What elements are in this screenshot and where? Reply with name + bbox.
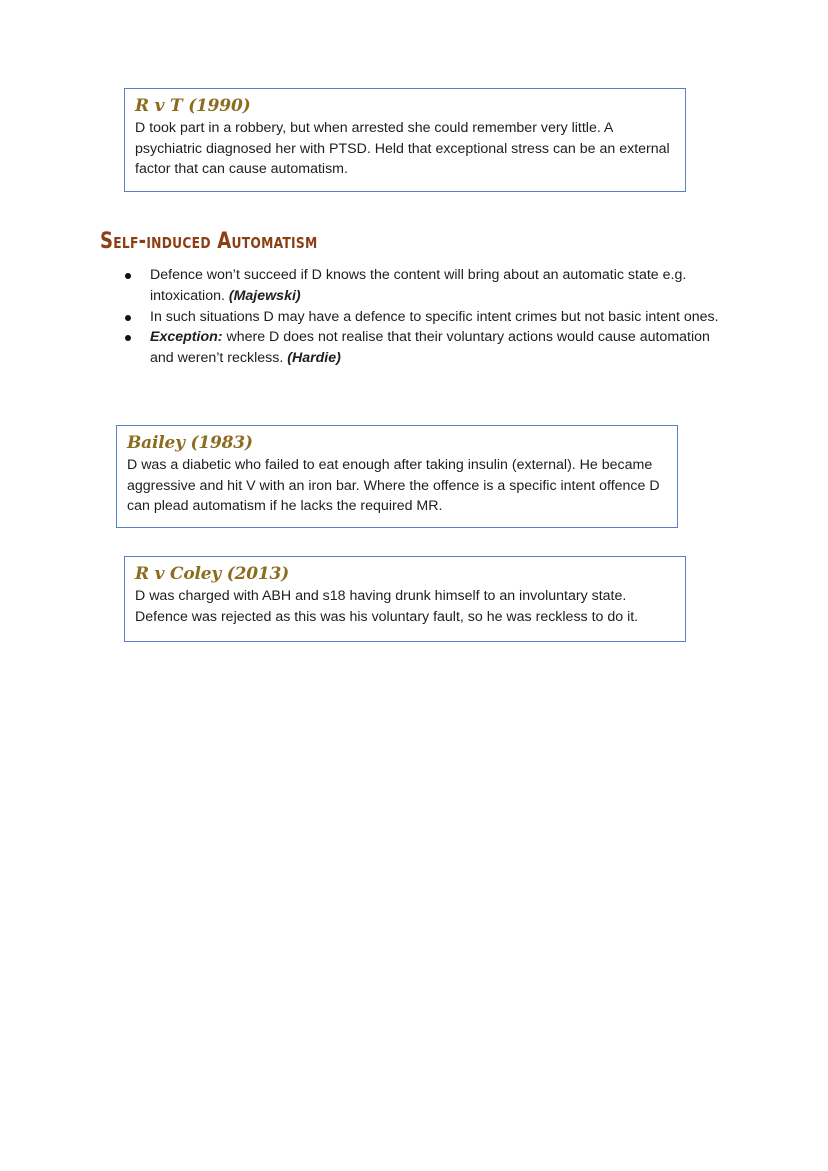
case-body: D took part in a robbery, but when arrested she could remember very little. A psychiatric diagnosed her with PTSD. Held that exceptional stress can be an external factor that can cause automatism. [135,120,670,177]
case-body: D was charged with ABH and s18 having drunk himself to an involuntary state. Defence was rejected as this was his voluntary fault, so he was reckless to do it. [135,588,639,625]
bullet-icon [125,335,131,341]
case-title: Bailey (1983) [127,433,253,453]
bullet-icon [125,315,131,321]
case-title: R v T (1990) [135,96,251,116]
case-citation: (Hardie) [287,350,341,367]
section-heading: Self-induced Automatism [100,229,318,254]
exception-label: Exception: [150,329,223,346]
case-box-r-v-t [124,88,686,192]
bullet-item: In such situations D may have a defence to specific intent crimes but not basic intent ones. [124,307,734,328]
bullet-item: Defence won’t succeed if D knows the content will bring about an automatic state e.g. intoxication. (Majewski) [124,265,734,307]
case-title: R v Coley (2013) [135,564,289,584]
bullet-item: Exception: where D does not realise that their voluntary actions would cause automation and weren’t reckless. (Hardie) [124,327,734,369]
case-citation: (Majewski) [228,287,301,304]
case-box-bailey [116,425,678,528]
case-box-r-v-coley [124,556,686,642]
case-body: D was a diabetic who failed to eat enough after taking insulin (external). He became aggressive and hit V with an iron bar. Where the offence is a specific intent offence D can plead automatism if he lacks the required MR. [127,457,660,514]
bullet-list [124,265,734,369]
bullet-icon [125,273,131,279]
